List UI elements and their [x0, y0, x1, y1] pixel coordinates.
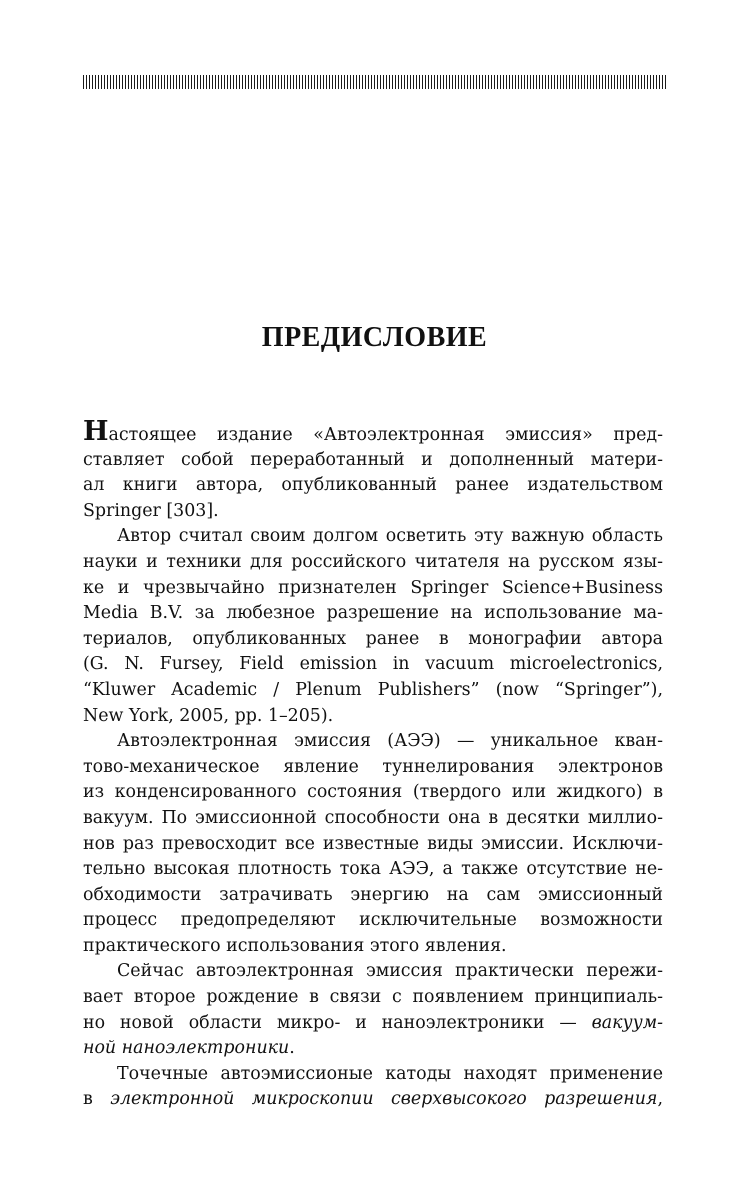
text-line: из конденсированного состояния (твердого или жидкого) в [83, 782, 663, 803]
text-line: науки и техники для российского читателя на русском язы- [83, 551, 663, 572]
text-line: Настоящее издание «Автоэлектронная эмиссия» пред- [83, 416, 663, 447]
text-line: (G. N. Fursey, Field emission in vacuum microelectronics, [83, 654, 663, 675]
text-line: обходимости затрачивать энергию на сам эмиссионный [83, 884, 663, 905]
text-line: Автор считал своим долгом осветить эту важную область [117, 526, 663, 547]
body-text [83, 416, 663, 1113]
page-title: ПРЕДИСЛОВИЕ [261, 322, 488, 353]
text-line: тельно высокая плотность тока АЭЭ, а также отсутствие не- [83, 859, 663, 880]
text-line: практического использования этого явления. [83, 935, 507, 956]
text-line: “Kluwer Academic / Plenum Publishers” (now “Springer”), [83, 679, 663, 700]
italic-term: электронной микроскопии сверхвысокого разрешения [110, 1089, 658, 1110]
header-rule [83, 75, 666, 89]
text-line: тово-механическое явление туннелирования электронов [83, 756, 663, 777]
text-line: вакуум. По эмиссионной способности она в десятки миллио- [83, 807, 663, 828]
text-line: ал книги автора, опубликованный ранее издательством [83, 475, 663, 496]
italic-term: ной наноэлектроники [83, 1038, 290, 1059]
text-line: но новой области микро- и наноэлектроники — вакуум- [83, 1012, 663, 1033]
text-line: вает второе рождение в связи с появлением принципиаль- [83, 987, 663, 1008]
text-line: нов раз превосходит все известные виды эмиссии. Исключи- [83, 833, 663, 854]
text-line: ной наноэлектроники. [83, 1038, 295, 1059]
text-line: в электронной микроскопии сверхвысокого разрешения, [83, 1089, 663, 1110]
text-line: New York, 2005, pp. 1–205). [83, 705, 334, 726]
italic-term: вакуум- [591, 1012, 663, 1033]
text-line: териалов, опубликованных ранее в монографии автора [83, 628, 663, 649]
text-line: Точечные автоэмиссионые катоды находят применение [117, 1063, 663, 1084]
drop-cap: Н [83, 416, 109, 447]
text-line: ставляет собой переработанный и дополненный матери- [83, 449, 663, 470]
text-line: Springer [303]. [83, 500, 219, 521]
text-line: Сейчас автоэлектронная эмиссия практически пережи- [117, 961, 663, 982]
text-line: Автоэлектронная эмиссия (АЭЭ) — уникальное кван- [117, 731, 663, 752]
text-line: ке и чрезвычайно признателен Springer Science+Business [83, 577, 663, 598]
text-line: Media B.V. за любезное разрешение на использование ма- [83, 603, 663, 624]
text-line: процесс предопределяют исключительные возможности [83, 910, 663, 931]
